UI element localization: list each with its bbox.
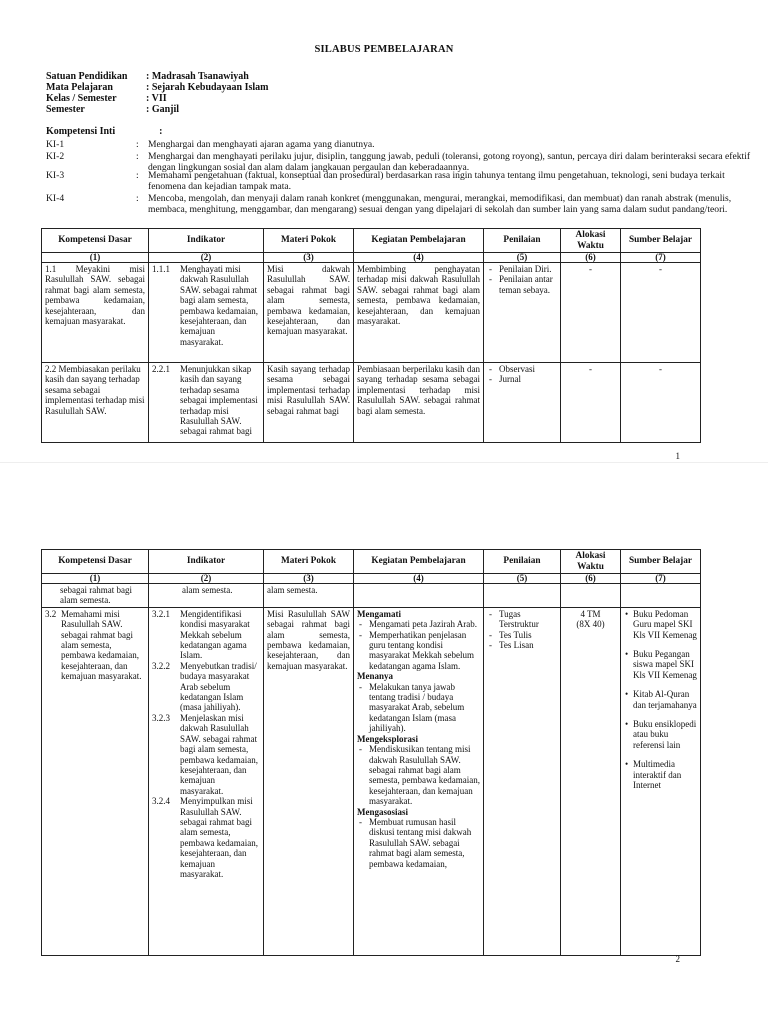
indikator-cell (149, 607, 264, 955)
col-header: Alokasi Waktu (561, 229, 621, 253)
penilaian-cell (484, 584, 561, 608)
ki-heading-colon: : (159, 126, 163, 137)
alokasi-line: 4 TM (580, 608, 601, 619)
materi-cell: Kasih sayang terhadap sesama sebagai implementasi terhadap misi Rasulullah SAW. sebagai rahmat bagi (264, 363, 354, 443)
col-number: (5) (484, 253, 561, 263)
meta-row (46, 104, 269, 115)
col-number: (5) (484, 574, 561, 584)
indikator-item (152, 609, 260, 661)
meta-value: : Ganjil (146, 104, 180, 115)
ki-row (46, 193, 758, 215)
ki-sep: : (136, 151, 139, 162)
col-header: Materi Pokok (264, 550, 354, 574)
meta-key: Satuan Pendidikan (46, 71, 128, 82)
col-header: Indikator (149, 229, 264, 253)
ki-text: Memahami pengetahuan (faktual, konseptual dan prosedural) berdasarkan rasa ingin tahunya tentang ilmu pengetahuan, teknologi, seni budaya terkait fenomena dan kejadian tampak mata. (148, 170, 725, 193)
penilaian-item: - Penilaian antar teman sebaya. (499, 274, 557, 295)
document-title: SILABUS PEMBELAJARAN (314, 44, 454, 55)
indikator-text: Menyimpulkan misi Rasulullah SAW. sebagai rahmat bagi alam semesta, pembawa kedamaian, kesejahteraan, dan kemajuan masyarakat. (180, 796, 258, 879)
column-number-row (42, 253, 701, 263)
alokasi-line: (8X 40) (576, 619, 605, 630)
alokasi-cell: - (561, 263, 621, 363)
kegiatan-heading: Menanya (357, 671, 393, 682)
table-row (42, 363, 701, 443)
penilaian-item: - Penilaian Diri. (499, 264, 557, 274)
penilaian-item: - Observasi (499, 364, 557, 374)
col-number: (3) (264, 253, 354, 263)
meta-key: Semester (46, 104, 85, 115)
col-number: (4) (354, 574, 484, 584)
table-header-row (42, 229, 701, 253)
indikator-item (152, 796, 260, 879)
indikator-text: Mengidentifikasi kondisi masyarakat Mekkah sebelum kedatangan agama Islam. (180, 608, 250, 661)
table-header-row (42, 550, 701, 574)
ki-text: Mencoba, mengolah, dan menyaji dalam ranah konkret (menggunakan, mengurai, merangkai, memodifikasi, dan membuat) dan ranah abstrak (menulis, membaca, menghitung, menggambar, dan mengarang) sesuai dengan yang dipelajari di sekolah dan sumber lain yang sama dalam sudut pandang/teori. (148, 193, 732, 216)
sumber-cell: - (621, 263, 701, 363)
meta-value: : Sejarah Kebudayaan Islam (146, 82, 269, 93)
kompetensi-inti-heading (46, 126, 163, 137)
indikator-text: Menyebutkan tradisi/ budaya masyarakat Arab sebelum kedatangan Islam (masa jahiliyah). (180, 660, 257, 713)
indikator-number: 1.1.1 (152, 264, 170, 274)
kegiatan-heading: Mengasosiasi (357, 806, 409, 817)
page-number: 1 (675, 451, 680, 461)
sumber-item: • Kitab Al-Quran dan terjamahanya (633, 689, 697, 710)
materi-cell: Misi dakwah Rasulullah SAW. sebagai rahmat bagi alam semesta, pembawa kedamaian, kesejahteraan, dan kemajuan masyarakat. (264, 263, 354, 363)
col-header: Alokasi Waktu (561, 550, 621, 574)
document-page-1 (0, 0, 768, 462)
col-number: (7) (621, 574, 701, 584)
ki-code: KI-3 (46, 170, 65, 181)
col-header: Kegiatan Pembelajaran (354, 229, 484, 253)
kegiatan-cell (354, 584, 484, 608)
col-header: Indikator (149, 550, 264, 574)
indikator-text: Menunjukkan sikap kasih dan sayang terhadap sesama sebagai implementasi terhadap misi Rasulullah SAW. sebagai rahmat bagi (180, 364, 258, 437)
kegiatan-item: - Memperhatikan penjelasan guru tentang kondisi masyarakat Mekkah sebelum kedatangan agama Islam. (369, 630, 480, 672)
col-number: (3) (264, 574, 354, 584)
meta-key: Mata Pelajaran (46, 82, 113, 93)
ki-text: Menghargai dan menghayati perilaku jujur, disiplin, tanggung jawab, peduli (toleransi, gotong royong), santun, percaya diri dalam berinteraksi secara efektif dengan lingkungan sosial dan alam dalam jangkauan pergaulan dan keberadaannya. (148, 151, 751, 174)
materi-cell: Misi Rasulullah SAW sebagai rahmat bagi alam semesta, pembawa kedamaian, kesejahteraan, dan kemajuan masyarakat. (264, 607, 354, 955)
sumber-item: • Buku Pegangan siswa mapel SKI Kls VII Kemenag (633, 649, 697, 680)
kd-cell (42, 607, 149, 955)
indikator-cell (149, 363, 264, 443)
ki-sep: : (136, 139, 139, 150)
meta-value: : VII (146, 93, 167, 104)
kd-cell: sebagai rahmat bagi alam semesta. (42, 584, 149, 608)
col-header: Penilaian (484, 550, 561, 574)
ki-text: Menghargai dan menghayati ajaran agama yang dianutnya. (148, 139, 375, 150)
indikator-cell (149, 263, 264, 363)
col-header: Kegiatan Pembelajaran (354, 550, 484, 574)
kd-cell: 1.1 Meyakini misi Rasulullah SAW. sebagai rahmat bagi alam semesta, pembawa kedamaian, kesejahteraan, dan kemajuan masyarakat. (42, 263, 149, 363)
col-number: (6) (561, 253, 621, 263)
alokasi-cell (561, 607, 621, 955)
ki-code: KI-1 (46, 139, 65, 150)
col-header: Materi Pokok (264, 229, 354, 253)
indikator-text: Menghayati misi dakwah Rasulullah SAW. sebagai rahmat bagi alam semesta, pembawa kedamaian, kesejahteraan, dan kemajuan masyarakat. (180, 264, 258, 347)
indikator-cell: alam semesta. (149, 584, 264, 608)
indikator-item (152, 713, 260, 796)
indikator-number: 3.2.4 (152, 796, 170, 807)
col-number: (7) (621, 253, 701, 263)
table-row (42, 263, 701, 363)
meta-value: : Madrasah Tsanawiyah (146, 71, 249, 82)
sumber-cell (621, 607, 701, 955)
col-number: (2) (149, 253, 264, 263)
ki-row (46, 139, 758, 150)
col-number: (6) (561, 574, 621, 584)
penilaian-cell (484, 607, 561, 955)
ki-sep: : (136, 170, 139, 181)
table-row (42, 607, 701, 955)
meta-row (46, 71, 269, 82)
penilaian-item: - Jurnal (499, 374, 557, 384)
sumber-item: • Multimedia interaktif dan Internet (633, 759, 697, 790)
kegiatan-cell (354, 607, 484, 955)
syllabus-meta (46, 71, 269, 115)
kegiatan-item: - Membuat rumusan hasil diskusi tentang misi dakwah Rasulullah SAW. sebagai rahmat bagi alam semesta, pembawa kedamaian, (369, 817, 480, 869)
kegiatan-item: - Melakukan tanya jawab tentang tradisi / budaya masyarakat Arab, sebelum kedatangan Islam (masa jahiliyah). (369, 682, 480, 734)
col-number: (1) (42, 253, 149, 263)
ki-row (46, 170, 758, 192)
meta-key: Kelas / Semester (46, 93, 117, 104)
syllabus-table-page-1 (41, 228, 701, 443)
alokasi-cell (561, 584, 621, 608)
kd-text: Memahami misi Rasulullah SAW. sebagai rahmat bagi alam semesta, pembawa kedamaian, kesejahteraan, dan kemajuan masyarakat. (61, 608, 142, 682)
penilaian-cell (484, 363, 561, 443)
penilaian-item: - Tes Lisan (499, 640, 557, 650)
col-header: Sumber Belajar (621, 229, 701, 253)
alokasi-cell: - (561, 363, 621, 443)
indikator-text: Menjelaskan misi dakwah Rasulullah SAW. sebagai rahmat bagi alam semesta, pembawa kedamaian, kesejahteraan, dan kemajuan masyarakat. (180, 712, 258, 796)
col-number: (1) (42, 574, 149, 584)
indikator-number: 3.2.2 (152, 660, 170, 671)
indikator-number: 3.2.1 (152, 608, 170, 619)
penilaian-item: - Tes Tulis (499, 630, 557, 640)
ki-code: KI-4 (46, 193, 65, 204)
table-row-continuation (42, 584, 701, 608)
sumber-cell (621, 584, 701, 608)
kegiatan-cell: Pembiasaan berperilaku kasih dan sayang terhadap sesama sebagai implementasi terhadap misi Rasulullah SAW. sebagai rahmat bagi alam semesta. (354, 363, 484, 443)
kegiatan-cell: Membimbing penghayatan terhadap misi dakwah Rasulullah SAW. sebagai rahmat bagi alam semesta, pembawa kedamaian, kesejahteraan, dan kemajuan masyarakat. (354, 263, 484, 363)
indikator-number: 2.2.1 (152, 364, 170, 374)
ki-heading-label: Kompetensi Inti (46, 126, 116, 137)
col-number: (2) (149, 574, 264, 584)
col-header: Kompetensi Dasar (42, 550, 149, 574)
kegiatan-item: - Mendiskusikan tentang misi dakwah Rasulullah SAW. sebagai rahmat bagi alam semesta, pembawa kedamaian, kesejahteraan, dan kemajuan masyarakat. (369, 744, 480, 806)
penilaian-cell (484, 263, 561, 363)
column-number-row (42, 574, 701, 584)
sumber-item: • Buku Pedoman Guru mapel SKI Kls VII Kemenag (633, 609, 697, 640)
page-number: 2 (675, 954, 680, 964)
ki-sep: : (136, 193, 139, 204)
indikator-item (152, 661, 260, 713)
page-gap (0, 462, 768, 529)
col-number: (4) (354, 253, 484, 263)
ki-code: KI-2 (46, 151, 65, 162)
kd-cell: 2.2 Membiasakan perilaku kasih dan sayang terhadap sesama sebagai implementasi terhadap misi Rasulullah SAW. (42, 363, 149, 443)
syllabus-table-page-2 (41, 549, 701, 956)
col-header: Sumber Belajar (621, 550, 701, 574)
col-header: Penilaian (484, 229, 561, 253)
indikator-number: 3.2.3 (152, 712, 170, 723)
sumber-item: • Buku ensiklopedi atau buku referensi lain (633, 719, 697, 750)
penilaian-item: - Tugas Terstruktur (499, 609, 557, 630)
materi-cell: alam semesta. (264, 584, 354, 608)
meta-row (46, 82, 269, 93)
col-header: Kompetensi Dasar (42, 229, 149, 253)
meta-row (46, 93, 269, 104)
sumber-cell: - (621, 363, 701, 443)
document-page-2 (0, 528, 768, 1024)
kegiatan-heading: Mengamati (357, 608, 401, 619)
kegiatan-heading: Mengeksplorasi (357, 733, 419, 744)
kd-number: 3.2 (45, 608, 57, 619)
kegiatan-item: - Mengamati peta Jazirah Arab. (369, 619, 480, 629)
